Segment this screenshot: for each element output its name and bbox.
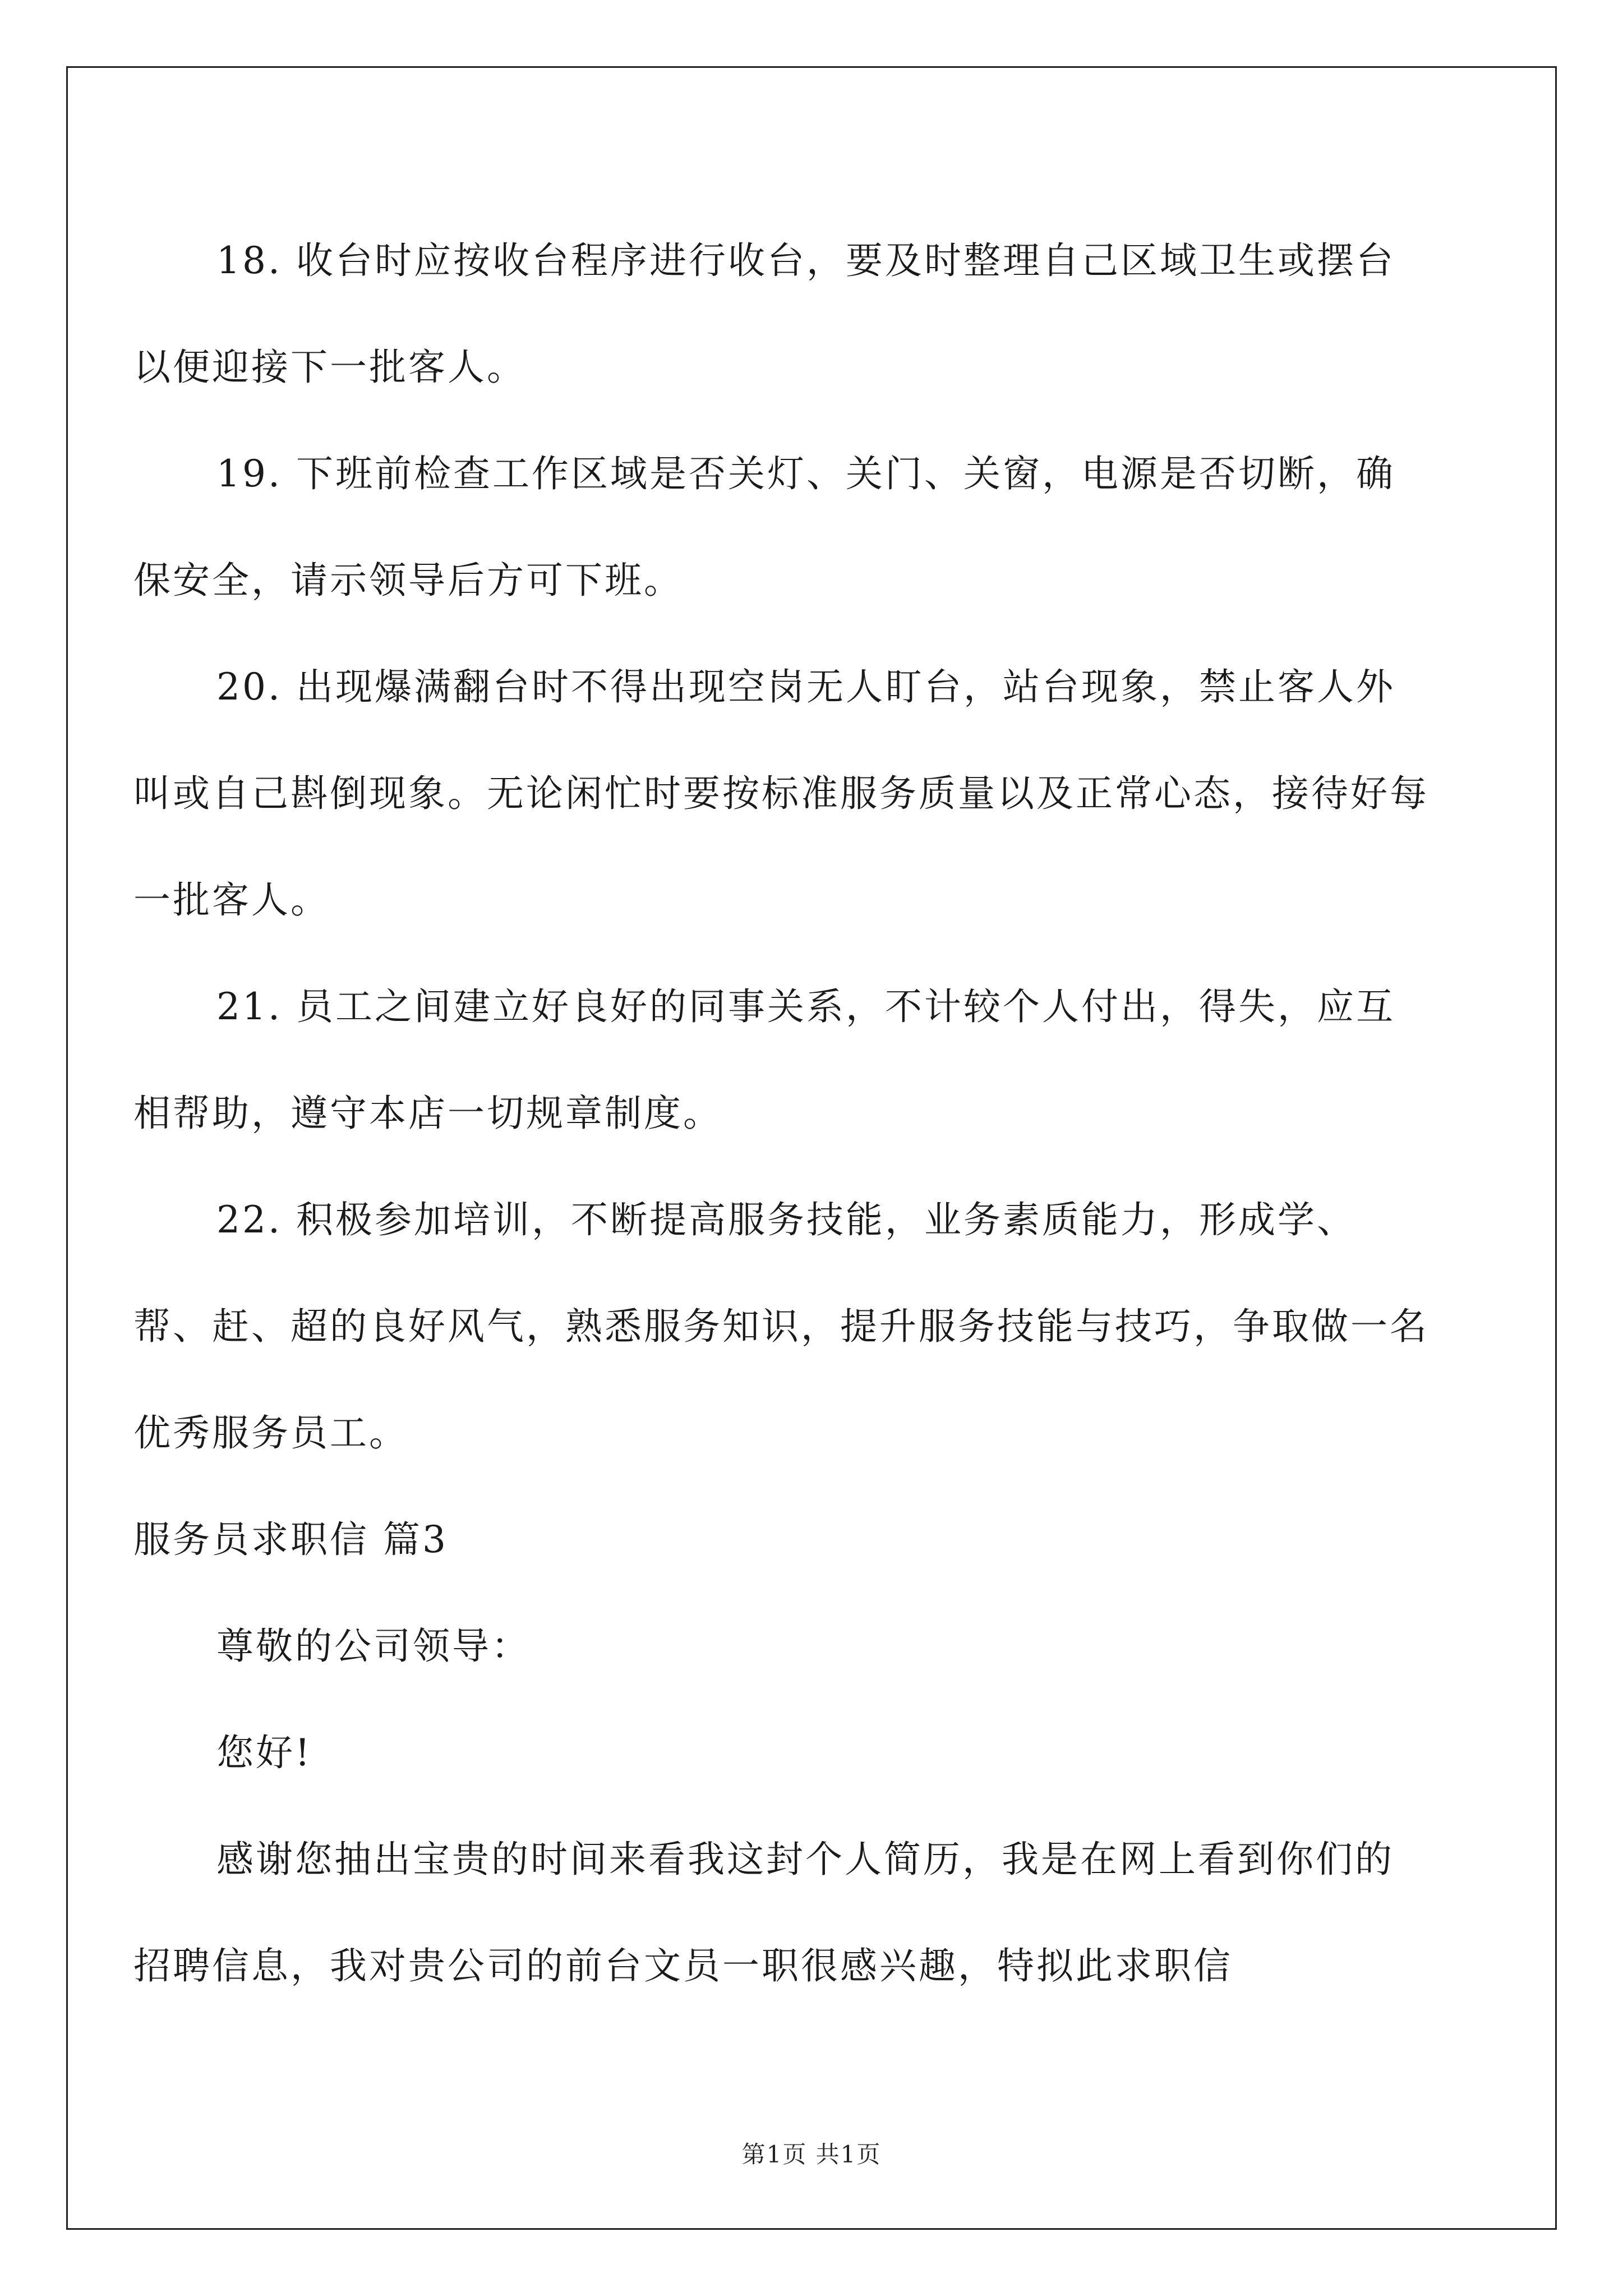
document-body — [133, 208, 1432, 2019]
paragraph-item-21: 21. 员工之间建立好良好的同事关系，不计较个人付出，得失，应互相帮助，遵守本店一切规章制度。 — [133, 985, 1395, 1135]
paragraph-item-18: 18. 收台时应按收台程序进行收台，要及时整理自己区域卫生或摆台以便迎接下一批客人。 — [133, 239, 1395, 389]
letter-body: 感谢您抽出宝贵的时间来看我这封个人简历，我是在网上看到你们的招聘信息，我对贵公司的前台文员一职很感兴趣，特拟此求职信 — [133, 1838, 1394, 1987]
section-heading: 服务员求职信 篇3 — [133, 1518, 448, 1561]
page-number-footer: 第1页 共1页 — [741, 2141, 882, 2168]
paragraph-item-19: 19. 下班前检查工作区域是否关灯、关门、关窗，电源是否切断，确保安全，请示领导后方可下班。 — [133, 452, 1395, 602]
letter-salutation: 尊敬的公司领导： — [216, 1625, 531, 1668]
paragraph-item-22: 22. 积极参加培训，不断提高服务技能，业务素质能力，形成学、帮、赶、超的良好风气，熟悉服务知识，提升服务技能与技巧，争取做一名优秀服务员工。 — [133, 1198, 1429, 1455]
letter-greeting: 您好! — [216, 1731, 312, 1774]
paragraph-item-20: 20. 出现爆满翻台时不得出现空岗无人盯台，站台现象，禁止客人外叫或自己斟倒现象。无论闲忙时要按标准服务质量以及正常心态，接待好每一批客人。 — [133, 665, 1429, 922]
